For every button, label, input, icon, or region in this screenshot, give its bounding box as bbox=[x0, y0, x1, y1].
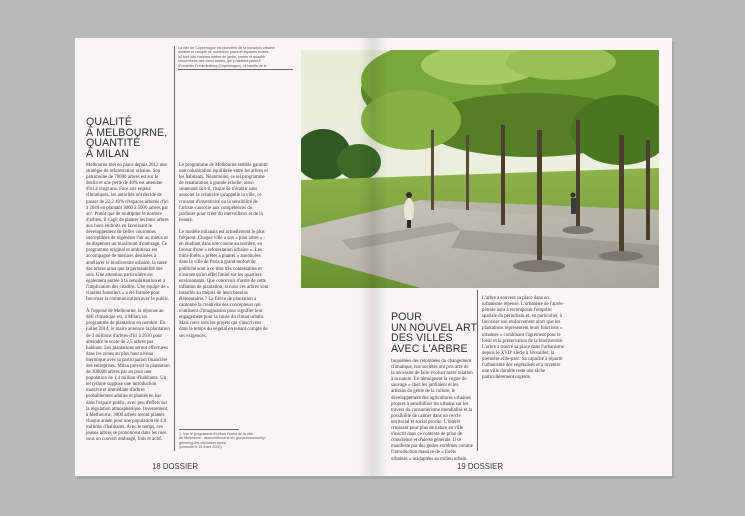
heading-line: À MELBOURNE, bbox=[86, 126, 168, 139]
footnote-line: 1. Voir le programme d'Urban Forest de la ville bbox=[179, 432, 253, 436]
heading-line: UN NOUVEL ART bbox=[391, 321, 478, 334]
heading-line: À MILAN bbox=[86, 147, 130, 160]
heading-line: DES VILLES bbox=[391, 332, 453, 345]
footnote bbox=[179, 432, 291, 450]
heading-line: QUANTITÉ bbox=[86, 137, 141, 150]
folio-right bbox=[457, 462, 503, 471]
caption-line: (Frederiks Frederiksberg (Copenhague), la carolla de la bbox=[178, 63, 267, 68]
caption-line: La ville de Copenhague est pionnière de la transition urbaine bbox=[178, 46, 275, 50]
caption-line: concentrées des vieux arbres, qui y habitent partout bbox=[178, 59, 261, 64]
park-photo bbox=[301, 50, 659, 288]
section-heading bbox=[391, 312, 477, 354]
section-heading bbox=[86, 117, 167, 159]
caption-rule bbox=[178, 69, 293, 70]
footnote-line: greening-the-city/urban-forest bbox=[179, 440, 227, 445]
text-column-1 bbox=[86, 163, 170, 443]
paragraph: L'arbre a souvent sa place dans un urbanisme repensé. L'urbaniste de l'après-pétrole aura à recomposer l'emprise spatiale du périurbain et, en particulier, à favoriser son renforcement alors que les plantations représentent leurs fonctions « urbaines » combinant l'agrément pour le loisir et la préservation de la biodiversité. L'arbre a trouvé sa place dans l'urbanisme depuis le XVIIᵉ siècle à Versailles, la première ville-parc. Sa capacité à répartir l'urbanisme des végétalisés et à inventer une ville durable reste une tâche particulièrement urgente. bbox=[482, 296, 565, 381]
footnote-rule bbox=[179, 429, 239, 430]
column-rule bbox=[174, 46, 175, 451]
footnote-line: de Melbourne : www.melbourne.vic.gov.au/community/ bbox=[179, 436, 266, 441]
caption-line: Ici sont des rosières ombre de jardin, ombre et quartier bbox=[178, 54, 266, 59]
text-column-1 bbox=[391, 359, 473, 463]
footnote-line: (consulté le 15 mars 2020). bbox=[179, 445, 223, 450]
heading-line: POUR bbox=[391, 311, 423, 323]
heading-line: AVEC L'ARBRE bbox=[391, 342, 468, 355]
heading-line: QUALITÉ bbox=[86, 116, 133, 128]
paragraph: À l'opposé de Melbourne, la réponse au défi climatique est, à Milan, un programme de plantation en nombre. En juillet 2014, le maire annonce la plantation de 3 millions d'arbres d'ici à 2030 pour atteindre le score de 2,5 arbres par habitant. Les plantations seront effectuées dans les zones au plus haut niveau thermique avec la participation financière des entreprises. Milan prévoit la plantation de 100000 arbres par an pour une population de 1,4 million d'habitants. Un tel rythme suppose une introduction massive et immédiate d'arbres probablement adultes et plantés en bac dans l'espace public, avec peu d'effets sur la régulation atmosphérique. Inversement, à Melbourne, 3000 arbres seront plantés chaque année pour une population de 4,8 millions d'habitants. Avec le temps, ces jeunes arbres se prononcent dans les rues sous un couvert ombragé, frais et actif. bbox=[86, 309, 170, 443]
text-column-2 bbox=[179, 163, 269, 340]
paragraph: Melbourne met en place depuis 2012 une stratégie de reforestation urbaine. Son patrimoine de 70000 arbres est sur le déclin et une perte de 40% est attendue d'ici à vingt ans. Face aux enjeux climatiques, les autorités ont décidé de passer de 22,2 40% d'espaces arborés d'ici à 2040 en plantant 3000 à 5000 arbres par an¹. Plutôt que de multiplier le nombre d'arbres, il s'agit de planter les bons arbres aux bons endroits en favorisant le développement de belles couronnes susceptibles de régénérer l'air au mieux et de dispenser un maximum d'ombrage. Ce programme original et ambitieux est accompagné de mesures destinées à améliorer le biodiversité urbaine, la santé des arbres ainsi que la perméabilité des sols. Une attention particulière est également portée à la sensibilisation et à l'implication des citadins. Une équipe de « citadins forestiers » a été formée pour favoriser la communication avec le public. bbox=[86, 163, 170, 303]
caption-line: durable et compte de nombreux parcs et espaces boisés. bbox=[178, 50, 270, 55]
page-number: 19 bbox=[457, 462, 466, 471]
paragraph: Le modèle milanais est actuellement le plus fréquent. Chaque ville a son « plan arbre » : en étudiant dans une course au nombre, en faveur d'une « reforestation urbaine ». Les mini-forêts « prêtes à planter » annoncées dans la ville de Paris à grand renfort de publicité sont à ce titre très contestables et n'auront qu'un effet limité sur les quartiers environnants. Que concevoir d'autre de cette inflation de plantation, si nous ces arbres sont installés au mépris de leurs besoins élémentaires ? La fièvre de plantation a cantonné la créativité des concepteurs qui n'utilisent d'imagination pour signifier leur engagement pour la cause du climat urbain. Mais rares sont les projets qui s'inscrivent dans le temps du végétal en tenant compte de ses exigences. bbox=[179, 229, 269, 339]
paragraph: Le programme de Melbourne semble garantir une cohabitation équilibrée entre les arbres et les habitants. Néanmoins, ce tel programme de renaturation à grande échelle, aussi soutenant soit-il, risque de n'établir sans associer la créativité qu'appelle la ville, ce croisant d'inventivité ou la sensibilité de l'artiste s'associe aux compétences du jardinier pour créer du merveilleux et de la beauté. bbox=[179, 163, 268, 223]
text-column-2 bbox=[482, 296, 566, 381]
paragraph: Inquiétées des retombées du changement climatique, nos sociétés ont pris acte de la nécessité de faire évoluer notre relation à la nature. En témoignent la vogue du sauvage « chez les jardiniers et les artisans du génie de la culture, le développement des agricultures urbaines propres à sensibiliser les urbains sur les travers du consumérisme mondialisé et la possibilité de calmer dans un cercle territorial et social proche. L'intérêt croissant pour plus de nature en ville s'inscrit dans ce contexte de prise de conscience et d'alerte générale. Il se manifeste par des gestes extrêmes comme l'introduction massive de « forêts urbaines » inadaptées au milieu urbain. bbox=[391, 359, 473, 462]
section-label: DOSSIER bbox=[162, 462, 198, 471]
section-label: DOSSIER bbox=[467, 462, 503, 471]
magazine-spread bbox=[75, 38, 672, 476]
column-rule bbox=[477, 290, 478, 451]
photo-caption bbox=[178, 46, 288, 68]
page-number: 18 bbox=[152, 462, 161, 471]
folio-left bbox=[152, 462, 198, 471]
